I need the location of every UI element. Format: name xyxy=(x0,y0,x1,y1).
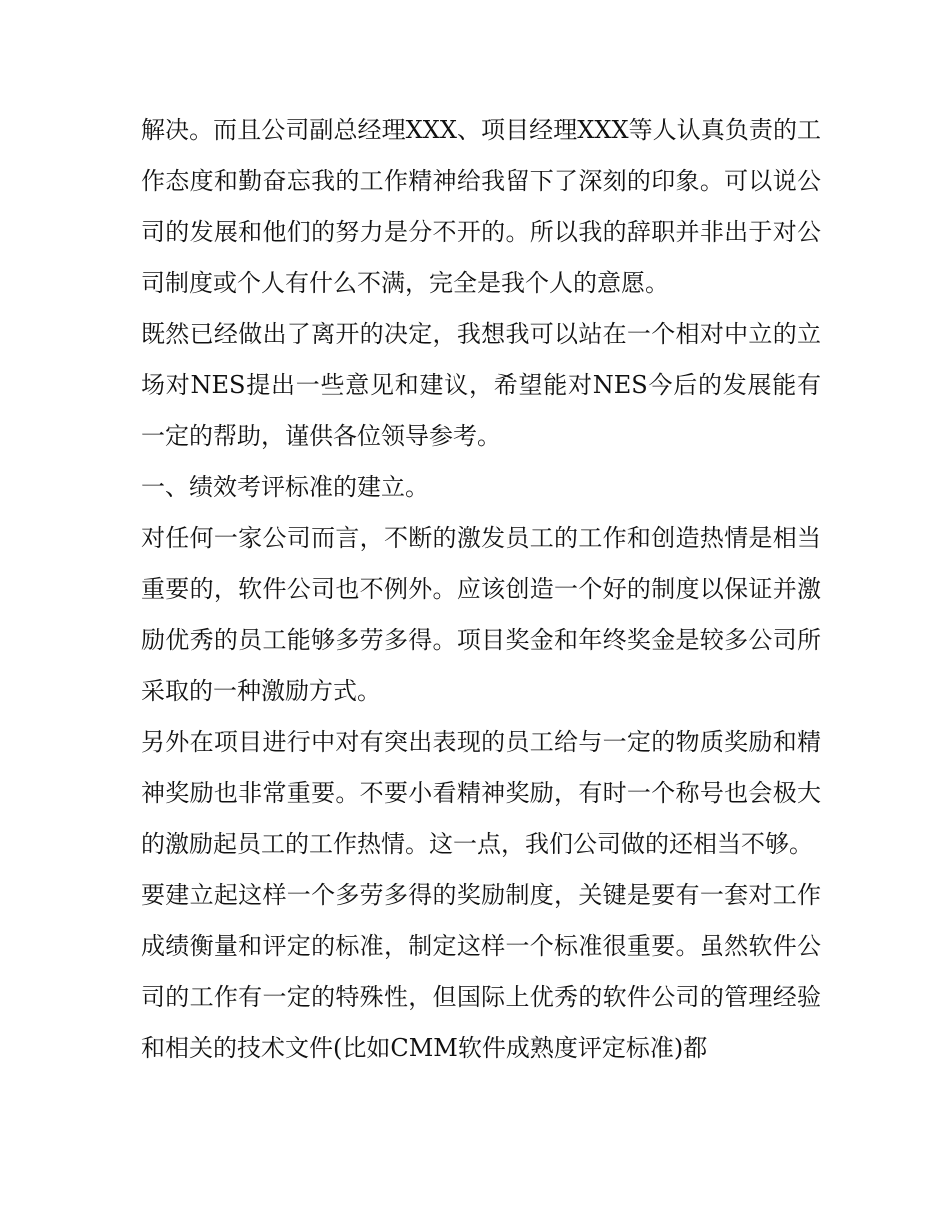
paragraph-resignation-reason: 解决。而且公司副总经理XXX、项目经理XXX等人认真负责的工作态度和勤奋忘我的工作精神给我留下了深刻的印象。可以说公司的发展和他们的努力是分不开的。所以我的辞职并非出于对公司制度或个人有什么不满，完全是我个人的意愿。 xyxy=(141,116,821,297)
paragraph-suggestions-intro: 既然已经做出了离开的决定，我想我可以站在一个相对中立的立场对NES提出一些意见和建议，希望能对NES今后的发展能有一定的帮助，谨供各位领导参考。 xyxy=(141,320,821,450)
paragraph-incentive: 对任何一家公司而言，不断的激发员工的工作和创造热情是相当重要的，软件公司也不例外。应该创造一个好的制度以保证并激励优秀的员工能够多劳多得。项目奖金和年终奖金是较多公司所采取的一种激励方式。 xyxy=(141,524,821,705)
paragraph-standards: 要建立起这样一个多劳多得的奖励制度，关键是要有一套对工作成绩衡量和评定的标准，制定这样一个标准很重要。虽然软件公司的工作有一定的特殊性，但国际上优秀的软件公司的管理经验和相关的技术文件(比如CMM软件成熟度评定标准)都 xyxy=(141,881,821,1062)
document-body xyxy=(141,105,821,1074)
section-heading-performance: 一、绩效考评标准的建立。 xyxy=(141,473,429,501)
paragraph-rewards: 另外在项目进行中对有突出表现的员工给与一定的物质奖励和精神奖励也非常重要。不要小看精神奖励，有时一个称号也会极大的激励起员工的工作热情。这一点，我们公司做的还相当不够。 xyxy=(141,728,821,858)
